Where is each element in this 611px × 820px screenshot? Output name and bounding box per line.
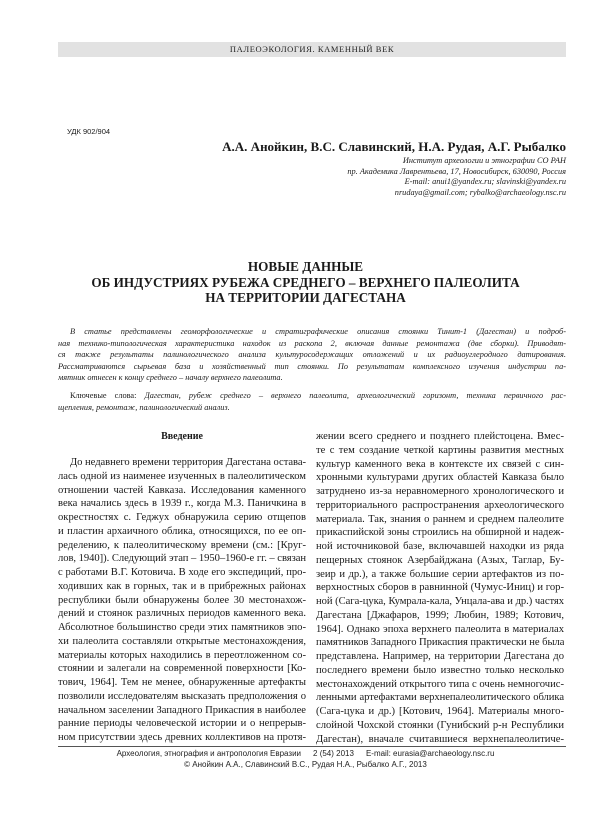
body-line: с работами В.Г. Котовича. В ходе его экспедиций, про- (58, 567, 306, 578)
body-line: Дагестан), вначале считавшиеся верхнепалеолитиче- (316, 733, 564, 745)
body-line: республики были обнаружены более 30 местонахож- (58, 594, 306, 606)
body-line: ной источниковой базе, включавшей находки из ряда (316, 541, 564, 552)
body-line: века начались здесь в 1939 г., когда М.З. Паничкина в (58, 498, 306, 510)
footer-journal-line (0, 749, 611, 759)
body-line: позволили исследователям высказать предположения о (58, 690, 306, 702)
body-line: ходивших как в горных, так и в прибрежных районах (58, 580, 306, 592)
body-line: прикаспийской зоны строились на обширной и надеж- (316, 527, 564, 539)
keywords-line (58, 402, 566, 414)
body-line: лов, 1940]). Следующий этап – 1950–1960-е гг. – связан (58, 553, 306, 565)
body-line: территориального распространения археологического (316, 499, 564, 511)
body-line: пещерных стоянок Азербайджана (Азых, Таглар, Бу- (316, 554, 564, 566)
body-line: материала. Так, знания о раннем и среднем палеолите (316, 513, 564, 525)
body-line: и пластин архаичного облика, относящихся, по ее оп- (58, 525, 306, 537)
abstract-line: ная технико-типологическая характеристика находок из раскопа 2, включая данные ремонтажа (две сборки). Приводят- (58, 338, 566, 348)
abstract-line: В статье представлены геоморфологические и стратиграфические описания стоянки Тинит-1 (Дагестан) и подроб- (70, 327, 566, 336)
footer-rule (58, 746, 566, 747)
body-line: тович, 1964]. Тем не менее, обнаруженные артефакты (58, 677, 306, 688)
body-line: До недавнего времени территория Дагестана остава- (70, 457, 306, 468)
keywords-label: Ключевые слова: (70, 391, 137, 400)
body-line: последнего времени было известно только несколько (316, 664, 564, 676)
body-line: памятников Западного Прикаспия практически не была (316, 637, 564, 649)
body-line: ном присутствии здесь древних коллективов на протя- (58, 732, 306, 743)
address: пр. Академика Лаврентьева, 17, Новосибирск, 630090, Россия (347, 166, 566, 176)
emails: E-mail: anui1@yandex.ru; slavinski@yandex.ru (404, 177, 566, 187)
body-column-right (316, 430, 564, 746)
journal-name: Археология, этнография и антропология Евразии (116, 749, 302, 758)
body-line: ленными артефактами верхнепалеолитического облика (316, 692, 564, 704)
body-line: отношении частей Кавказа. Исследования каменного (58, 484, 306, 496)
body-line: стоянии и залегали на современной поверхности [Ко- (58, 663, 306, 675)
body-column-left (58, 430, 306, 745)
abstract-line: ся также результаты палинологического анализа культуросодержащих отложений и их радиоуглеродного датирования. (58, 350, 566, 360)
title-line: НОВЫЕ ДАННЫЕ (247, 259, 364, 274)
body-line: местонахождений открытого типа с очень немногочис- (316, 678, 564, 690)
keywords (58, 390, 566, 413)
article-title (0, 259, 611, 306)
body-line: ной (Сага-цука, Кумрала-кала, Унцала-ава и др.) частях (316, 596, 564, 607)
body-line: хи палеолита составляли открытые местонахождения, (58, 635, 306, 647)
body-line: хронными культурами других областей Кавказа было (316, 472, 564, 484)
body-line: лась одной из наименее изученных в палеолитическом (58, 470, 306, 482)
abstract (58, 326, 566, 384)
title-line: НА ТЕРРИТОРИИ ДАГЕСТАНА (205, 290, 406, 305)
authors: А.А. Анойкин, В.С. Славинский, Н.А. Рудая, А.Г. Рыбалко (222, 139, 566, 154)
body-line: затруднено из-за неравномерного хронологического и (316, 486, 564, 497)
emails: nrudaya@gmail.com; rybalko@archaeology.nsc.ru (394, 187, 566, 197)
abstract-line: Рассматриваются сырьевая база и хозяйственный тип стоянки. По результатам комплексного изучения индустрии па- (58, 361, 566, 371)
section-heading: Введение (161, 431, 203, 442)
institute: Институт археологии и этнографии СО РАН (402, 156, 566, 165)
keywords-text: щепления, ремонтаж, палинологический анализ. (58, 402, 230, 412)
body-line: ранние периоды человеческой истории и о непрерыв- (58, 718, 306, 730)
footer-copyright: © Анойкин А.А., Славинский В.С., Рудая Н.А., Рыбалко А.Г., 2013 (184, 760, 427, 769)
body-line: Абсолютное большинство среди этих памятников эпо- (58, 622, 306, 633)
body-line: (Сага-цука и др.) [Котович, 1964]. Материалы много- (316, 706, 564, 717)
body-line: ределению, к палеолитическому времени (см.: [Круг- (58, 539, 306, 551)
issue: 2 (54) 2013 (313, 749, 354, 758)
body-line: материалы которых находились в переотложенном со- (58, 649, 306, 661)
section-header-band: ПАЛЕОЭКОЛОГИЯ. КАМЕННЫЙ ВЕК (58, 42, 566, 57)
body-line: верхностных сборов в равнинной (Чумус-Иниц) и гор- (316, 582, 564, 594)
journal-email: E-mail: eurasia@archaeology.nsc.ru (365, 749, 495, 758)
body-line: 1964]. Однако эпоха верхнего палеолита в материалах (316, 623, 564, 635)
keywords-text: Дагестан, рубеж среднего – верхнего палеолита, археологический горизонт, техника первичного рас- (144, 391, 566, 400)
body-line: те с тем создание четкой картины развития местных (316, 444, 564, 456)
body-line: начальном заселении Западного Прикаспия в наиболее (58, 704, 306, 716)
affiliation (347, 156, 566, 198)
keywords-line (58, 390, 566, 402)
udk-code: УДК 902/904 (67, 127, 111, 136)
body-line: культур каменного века в контексте их связей с син- (316, 458, 564, 470)
abstract-line: мятник отнесен к концу среднего – началу верхнего палеолита. (58, 373, 283, 383)
title-line: ОБ ИНДУСТРИЯХ РУБЕЖА СРЕДНЕГО – ВЕРХНЕГО ПАЛЕОЛИТА (91, 274, 520, 290)
body-line: окрестностях с. Геджух обнаружила серию отщепов (58, 512, 306, 523)
body-line: жении всего среднего и позднего плейстоцена. Вмес- (316, 431, 564, 442)
body-line: зеир и др.), а также большие серии артефактов из по- (316, 568, 564, 580)
body-line: дений и стоянок различных периодов каменного века. (58, 608, 306, 620)
body-line: Дагестана [Джафаров, 1999; Любин, 1989; Котович, (316, 609, 564, 621)
body-line: представлена. Например, на территории Дагестана до (316, 651, 564, 662)
body-line: слойной Чохской стоянки (Гунибский р-н Республики (316, 719, 564, 731)
